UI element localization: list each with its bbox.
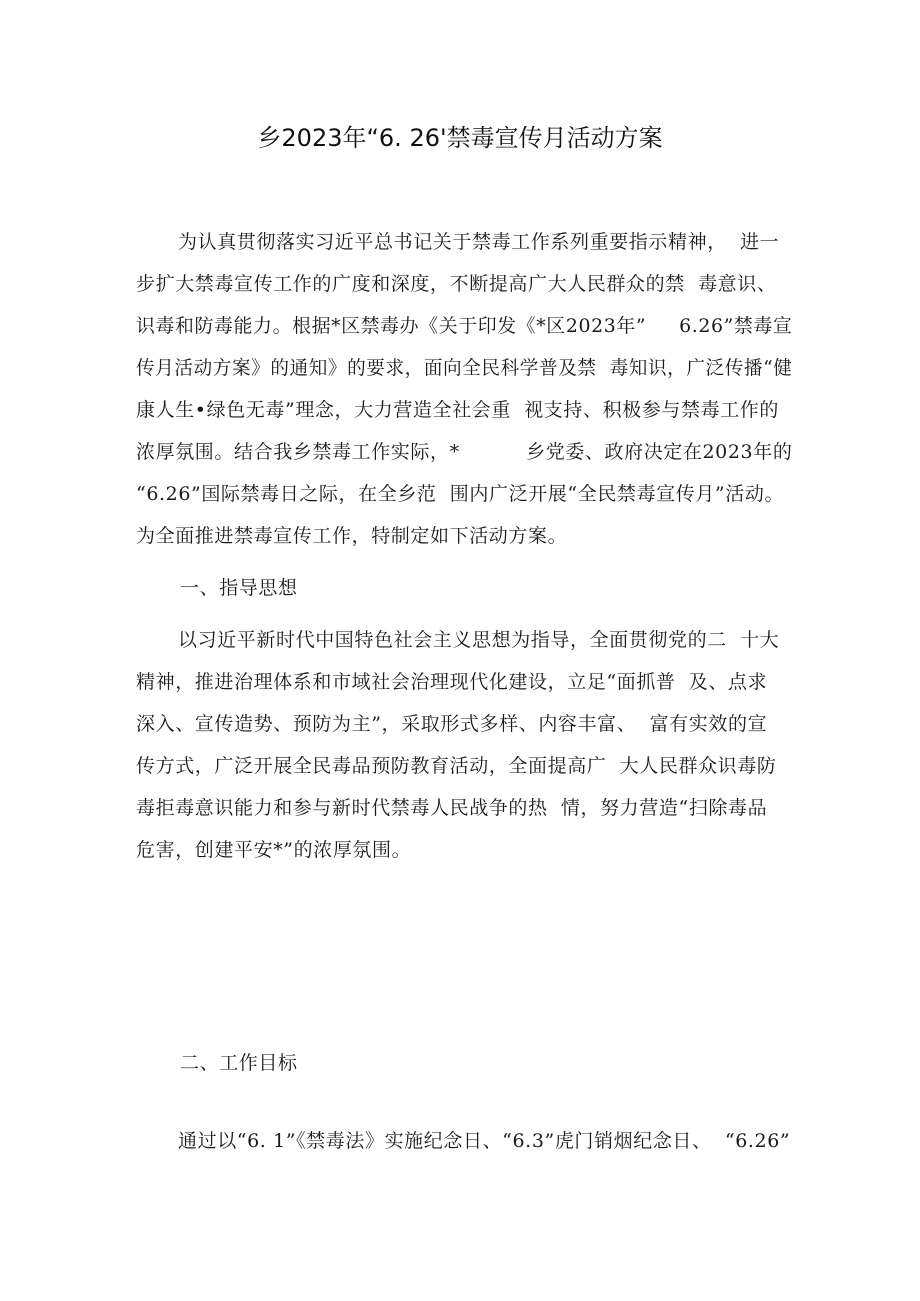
document-title: 乡2023年“6. 26'禁毒宣传月活动方案 xyxy=(257,124,663,152)
intro-line: 识毒和防毒能力。根据*区禁毒办《关于印发《*区2023年” 6.26”禁毒宣 xyxy=(136,315,793,337)
section1-line: 毒拒毒意识能力和参与新时代禁毒人民战争的热 情，努力营造“扫除毒品 xyxy=(136,797,768,819)
section-heading-work-goal: 二、工作目标 xyxy=(180,1052,298,1074)
section1-line: 以习近平新时代中国特色社会主义思想为指导，全面贯彻党的二 十大 xyxy=(178,629,780,651)
intro-line: “6.26”国际禁毒日之际，在全乡范 围内广泛开展“全民禁毒宣传月”活动。 xyxy=(136,483,785,505)
intro-line: 浓厚氛围。结合我乡禁毒工作实际，* 乡党委、政府决定在2023年的 xyxy=(136,441,793,463)
intro-line: 传月活动方案》的通知》的要求，面向全民科学普及禁 毒知识，广泛传播“健 xyxy=(136,357,793,379)
section2-line: 通过以“6. 1”《禁毒法》实施纪念日、“6.3”虎门销烟纪念日、 “6.26” xyxy=(178,1130,791,1152)
section1-line: 深入、宣传造势、预防为主”，采取形式多样、内容丰富、 富有实效的宣 xyxy=(136,713,768,735)
intro-line: 康人生•绿色无毒”理念，大力营造全社会重 视支持、积极参与禁毒工作的 xyxy=(136,399,780,421)
section1-line: 传方式，广泛开展全民毒品预防教育活动，全面提高广 大人民群众识毒防 xyxy=(136,755,777,777)
intro-line: 为全面推进禁毒宣传工作，特制定如下活动方案。 xyxy=(136,525,568,547)
intro-line: 步扩大禁毒宣传工作的广度和深度，不断提高广大人民群众的禁 毒意识、 xyxy=(136,273,777,295)
intro-line: 为认真贯彻落实习近平总书记关于禁毒工作系列重要指示精神， 进一 xyxy=(178,231,780,253)
section1-line: 精神，推进治理体系和市域社会治理现代化建设，立足“面抓普 及、点求 xyxy=(136,671,768,693)
section1-line: 危害，创建平安*”的浓厚氛围。 xyxy=(136,839,412,861)
section-heading-guiding-thought: 一、指导思想 xyxy=(180,577,298,599)
